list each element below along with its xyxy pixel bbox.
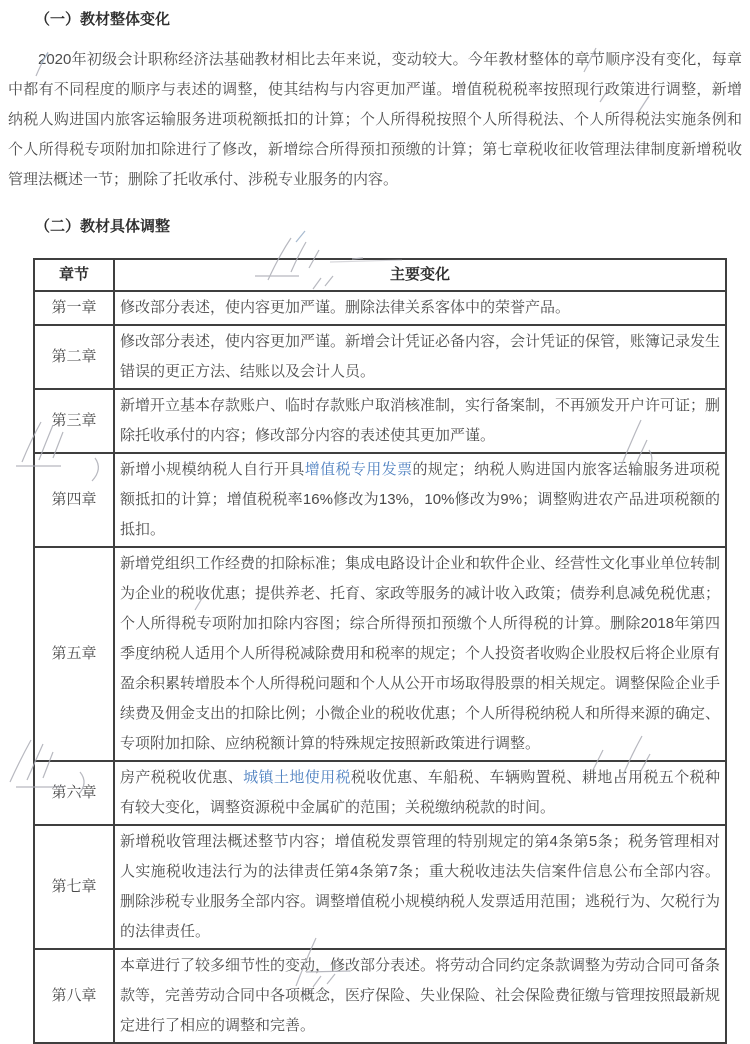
table-header-row — [34, 259, 726, 291]
changes-text: 修改部分表述，使内容更加严谨。新增会计凭证必备内容，会计凭证的保管，账簿记录发生错误的更正方法、结账以及会计人员。 — [120, 333, 721, 380]
chapter-cell: 第二章 — [34, 325, 114, 389]
changes-text: 新增小规模纳税人自行开具 — [120, 461, 305, 478]
changes-cell — [114, 761, 726, 825]
changes-text: 新增税收管理法概述整节内容；增值税发票管理的特别规定的第4条第5条；税务管理相对人实施税收违法行为的法律责任第4条第7条；重大税收违法失信案件信息公布全部内容。删除涉税专业服务全部内容。调整增值税小规模纳税人发票适用范围；逃税行为、欠税行为的法律责任。 — [120, 833, 721, 940]
inline-link[interactable]: 增值税专用发票 — [304, 461, 413, 478]
changes-cell — [114, 453, 726, 547]
table-row — [34, 453, 726, 547]
table-row — [34, 291, 726, 325]
chapter-cell: 第一章 — [34, 291, 114, 325]
intro-paragraph: 2020年初级会计职称经济法基础教材相比去年来说，变动较大。今年教材整体的章节顺序没有变化，每章中都有不同程度的顺序与表述的调整，使其结构与内容更加严谨。增值税税税率按照现行政策进行调整，新增纳税人购进国内旅客运输服务进项税额抵扣的计算；个人所得税按照个人所得税法、个人所得税法实施条例和个人所得税专项附加扣除进行了修改，新增综合所得预扣预缴的计算；第七章税收征收管理法律制度新增税收管理法概述一节；删除了托收承付、涉税专业服务的内容。 — [8, 51, 742, 188]
table-row — [34, 949, 726, 1043]
changes-cell — [114, 547, 726, 761]
table-row — [34, 389, 726, 453]
column-header-chapter: 章节 — [34, 259, 114, 291]
section-heading-overall-changes: （一）教材整体变化 — [35, 11, 171, 28]
changes-cell — [114, 949, 726, 1043]
changes-text: 税收优惠、车船税、车辆购置税、耕地占用税五个税种有较大变化，调整资源税中金属矿的范围；关税缴纳税款的时间。 — [120, 769, 720, 816]
chapter-cell: 第三章 — [34, 389, 114, 453]
article-body — [0, 10, 750, 1044]
table-row — [34, 761, 726, 825]
column-header-main-changes: 主要变化 — [114, 259, 726, 291]
changes-cell — [114, 291, 726, 325]
textbook-changes-table — [33, 258, 727, 1044]
changes-cell — [114, 389, 726, 453]
chapter-cell: 第七章 — [34, 825, 114, 949]
section-heading-specific-adjustments: （二）教材具体调整 — [35, 218, 171, 235]
changes-cell — [114, 825, 726, 949]
table-row — [34, 547, 726, 761]
changes-text: 本章进行了较多细节性的变动，修改部分表述。将劳动合同约定条款调整为劳动合同可备条款等，完善劳动合同中各项概念，医疗保险、失业保险、社会保险费征缴与管理按照最新规定进行了相应的调整和完善。 — [120, 957, 721, 1034]
table-body — [34, 291, 726, 1043]
changes-text: 新增党组织工作经费的扣除标准；集成电路设计企业和软件企业、经营性文化事业单位转制为企业的税收优惠；提供养老、托育、家政等服务的减计收入政策；债券利息减免税优惠；个人所得税专项附加扣除内容图；综合所得预扣预缴个人所得税的计算。删除2018年第四季度纳税人适用个人所得税减除费用和税率的规定；个人投资者收购企业股权后将企业原有盈余积累转增股本个人所得税问题和个人从公开市场取得股票的相关规定。调整保险企业手续费及佣金支出的扣除比例；小微企业的税收优惠；个人所得税纳税人和所得来源的确定、专项附加扣除、应纳税额计算的特殊规定按照新政策进行调整。 — [120, 555, 721, 752]
chapter-cell: 第五章 — [34, 547, 114, 761]
changes-text: 新增开立基本存款账户、临时存款账户取消核准制，实行备案制，不再颁发开户许可证；删除托收承付的内容；修改部分内容的表述使其更加严谨。 — [120, 397, 721, 444]
changes-cell — [114, 325, 726, 389]
table-row — [34, 325, 726, 389]
changes-text: 的规定；纳税人购进国内旅客运输服务进项税额抵扣的计算；增值税税率16%修改为13%，10%修改为9%；调整购进农产品进项税额的抵扣。 — [120, 461, 720, 538]
inline-link[interactable]: 城镇土地使用税 — [243, 769, 351, 786]
chapter-cell: 第四章 — [34, 453, 114, 547]
table-row — [34, 825, 726, 949]
changes-text: 修改部分表述，使内容更加严谨。删除法律关系客体中的荣誉产品。 — [120, 299, 571, 316]
chapter-cell: 第六章 — [34, 761, 114, 825]
chapter-cell: 第八章 — [34, 949, 114, 1043]
changes-text: 房产税税收优惠、 — [120, 769, 244, 786]
